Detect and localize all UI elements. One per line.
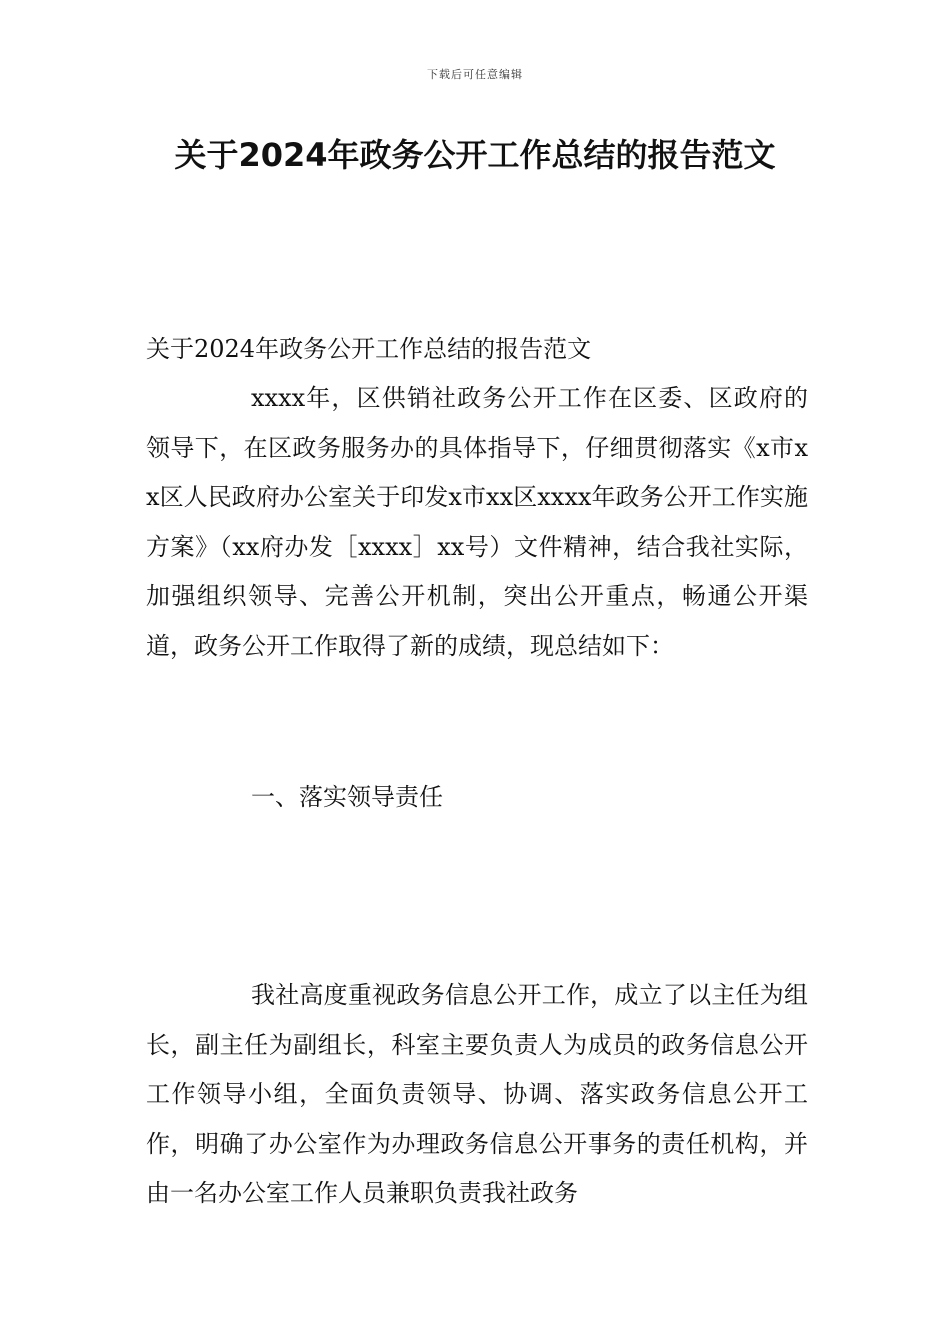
page-header-note: 下载后可任意编辑: [427, 68, 523, 81]
section-heading-leadership: 一、落实领导责任: [251, 783, 443, 811]
body-paragraph-intro: xxxx年，区供销社政务公开工作在区委、区政府的领导下，在区政务服务办的具体指导下，仔细贯彻落实《x市xx区人民政府办公室关于印发x市xx区xxxx年政务公开工作实施方案》（xx府办发［xxxx］xx号）文件精神，结合我社实际，加强组织领导、完善公开机制，突出公开重点，畅通公开渠道，政务公开工作取得了新的成绩，现总结如下：: [146, 384, 808, 660]
body-paragraph-leadership: 我社高度重视政务信息公开工作，成立了以主任为组长，副主任为副组长，科室主要负责人为成员的政务信息公开工作领导小组，全面负责领导、协调、落实政务信息公开工作，明确了办公室作为办理政务信息公开事务的责任机构，并由一名办公室工作人员兼职负责我社政务: [146, 981, 808, 1207]
document-title: 关于2024年政务公开工作总结的报告范文: [174, 136, 776, 174]
document-subtitle: 关于2024年政务公开工作总结的报告范文: [146, 335, 592, 363]
